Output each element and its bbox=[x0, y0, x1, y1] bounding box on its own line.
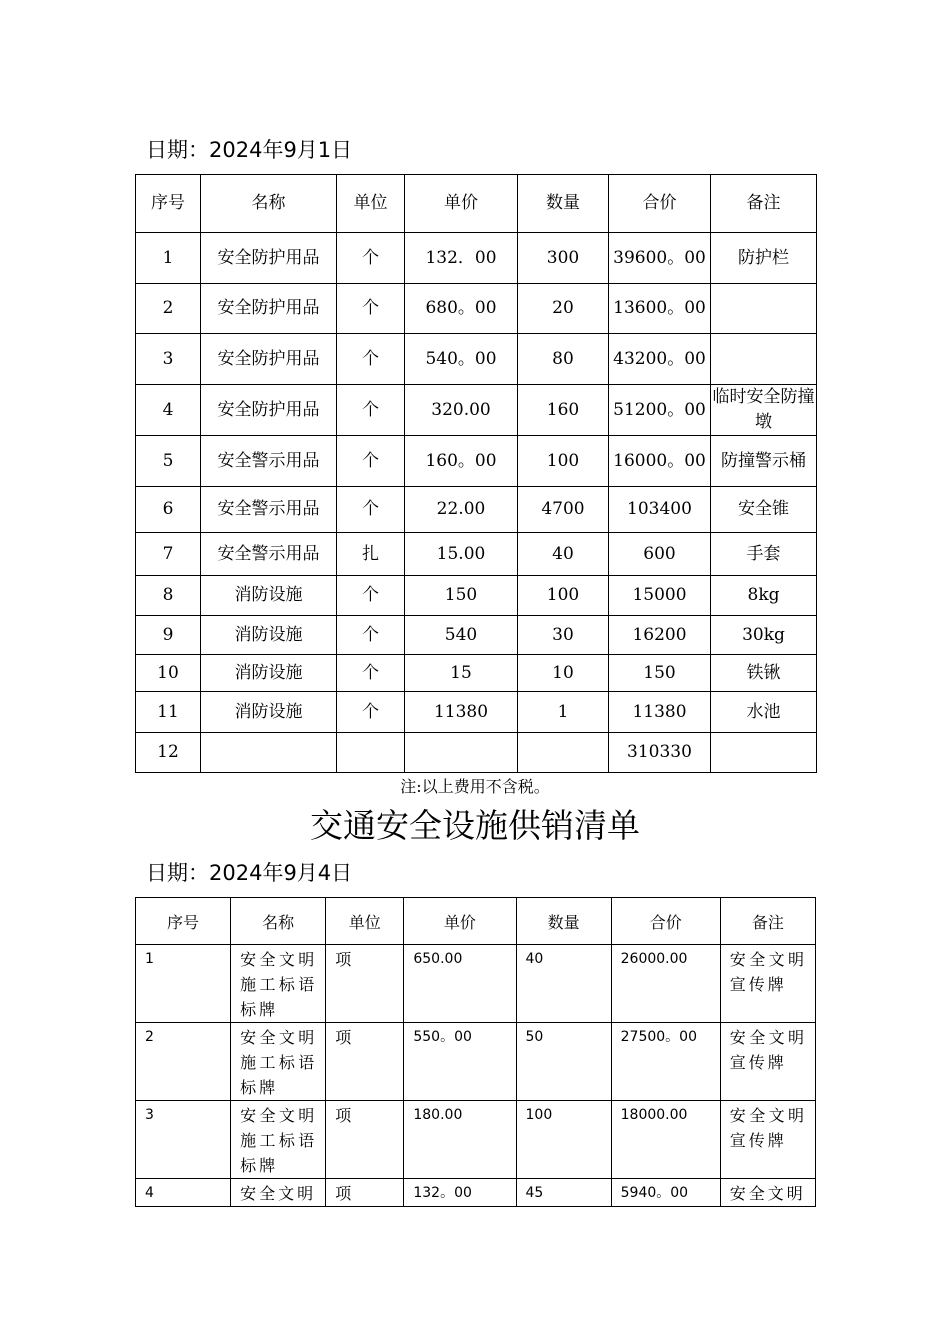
cell-unit: 个 bbox=[337, 284, 405, 334]
cell-seq: 8 bbox=[136, 576, 201, 616]
cell-unit-price: 680。00 bbox=[405, 284, 518, 334]
cell-remark: 手套 bbox=[711, 533, 817, 576]
header-seq: 序号 bbox=[136, 175, 201, 233]
cell-remark: 铁锹 bbox=[711, 655, 817, 692]
cell-seq: 2 bbox=[136, 1023, 231, 1101]
table-row bbox=[136, 733, 817, 773]
header-unit: 单位 bbox=[337, 175, 405, 233]
header-unit-price: 单价 bbox=[404, 898, 516, 945]
cell-seq: 3 bbox=[136, 334, 201, 385]
cell-seq: 1 bbox=[136, 233, 201, 284]
cell-total: 150 bbox=[609, 655, 711, 692]
cell-unit-price: 132．00 bbox=[405, 233, 518, 284]
cell-name: 安全防护用品 bbox=[201, 233, 337, 284]
cell-quantity: 45 bbox=[516, 1179, 611, 1207]
cell-unit-price: 320.00 bbox=[405, 385, 518, 436]
cell-total: 600 bbox=[609, 533, 711, 576]
header-unit: 单位 bbox=[326, 898, 404, 945]
cell-remark: 防撞警示桶 bbox=[711, 436, 817, 487]
table-row bbox=[136, 692, 817, 733]
cell-remark: 水池 bbox=[711, 692, 817, 733]
cell-quantity: 40 bbox=[518, 533, 609, 576]
table-row bbox=[136, 655, 817, 692]
cell-remark: 安全文明宣传牌 bbox=[720, 945, 815, 1023]
cell-quantity bbox=[518, 733, 609, 773]
header-total: 合价 bbox=[609, 175, 711, 233]
cell-quantity: 10 bbox=[518, 655, 609, 692]
cell-unit-price: 540。00 bbox=[405, 334, 518, 385]
header-unit-price: 单价 bbox=[405, 175, 518, 233]
cell-remark: 30kg bbox=[711, 616, 817, 655]
cell-unit: 个 bbox=[337, 385, 405, 436]
cell-name: 消防设施 bbox=[201, 576, 337, 616]
cell-seq: 3 bbox=[136, 1101, 231, 1179]
cell-quantity: 40 bbox=[516, 945, 611, 1023]
cell-unit: 个 bbox=[337, 655, 405, 692]
cell-seq: 1 bbox=[136, 945, 231, 1023]
table-row bbox=[136, 945, 816, 1023]
table-row bbox=[136, 334, 817, 385]
cell-unit: 扎 bbox=[337, 533, 405, 576]
date-line-2: 日期：2024年9月4日 bbox=[146, 861, 353, 885]
cell-unit: 个 bbox=[337, 576, 405, 616]
cell-unit: 个 bbox=[337, 334, 405, 385]
cell-remark: 安全文明宣传牌 bbox=[720, 1023, 815, 1101]
cell-total: 15000 bbox=[609, 576, 711, 616]
table-row bbox=[136, 436, 817, 487]
cell-name: 消防设施 bbox=[201, 616, 337, 655]
cell-name: 安全文明施工标语标牌 bbox=[231, 1023, 326, 1101]
header-remark: 备注 bbox=[720, 898, 815, 945]
cell-quantity: 50 bbox=[516, 1023, 611, 1101]
table-row bbox=[136, 233, 817, 284]
table-header-row bbox=[136, 898, 816, 945]
cell-remark bbox=[711, 284, 817, 334]
cell-total: 5940。00 bbox=[611, 1179, 720, 1207]
cell-remark: 临时安全防撞墩 bbox=[711, 385, 817, 436]
cell-name: 安全文明施工标语标牌 bbox=[231, 945, 326, 1023]
header-total: 合价 bbox=[611, 898, 720, 945]
cell-remark bbox=[711, 733, 817, 773]
cell-total: 310330 bbox=[609, 733, 711, 773]
cell-unit-price: 540 bbox=[405, 616, 518, 655]
cell-name: 安全防护用品 bbox=[201, 334, 337, 385]
cell-name bbox=[201, 733, 337, 773]
document-title: 交通安全设施供销清单 bbox=[310, 806, 640, 845]
cell-remark: 安全锥 bbox=[711, 487, 817, 533]
cell-quantity: 100 bbox=[518, 436, 609, 487]
header-seq: 序号 bbox=[136, 898, 231, 945]
cell-remark: 安全文明宣传牌 bbox=[720, 1101, 815, 1179]
table-row bbox=[136, 487, 817, 533]
cell-unit-price: 22.00 bbox=[405, 487, 518, 533]
cell-unit-price: 160。00 bbox=[405, 436, 518, 487]
cell-seq: 10 bbox=[136, 655, 201, 692]
table-row bbox=[136, 576, 817, 616]
cell-remark: 安全文明 bbox=[720, 1179, 815, 1207]
cell-quantity: 160 bbox=[518, 385, 609, 436]
cell-quantity: 1 bbox=[518, 692, 609, 733]
tax-note: 注:以上费用不含税。 bbox=[400, 777, 550, 796]
cell-unit bbox=[337, 733, 405, 773]
cell-name: 安全文明施工标语标牌 bbox=[231, 1101, 326, 1179]
header-name: 名称 bbox=[201, 175, 337, 233]
cell-remark: 防护栏 bbox=[711, 233, 817, 284]
cell-total: 11380 bbox=[609, 692, 711, 733]
cell-unit: 个 bbox=[337, 616, 405, 655]
table-header-row bbox=[136, 175, 817, 233]
header-quantity: 数量 bbox=[518, 175, 609, 233]
cell-name: 安全防护用品 bbox=[201, 385, 337, 436]
date-line-1: 日期：2024年9月1日 bbox=[146, 138, 353, 162]
cell-unit-price: 15.00 bbox=[405, 533, 518, 576]
cell-total: 43200。00 bbox=[609, 334, 711, 385]
supply-table-1 bbox=[135, 174, 817, 773]
header-remark: 备注 bbox=[711, 175, 817, 233]
cell-seq: 11 bbox=[136, 692, 201, 733]
table-row bbox=[136, 1101, 816, 1179]
cell-total: 51200。00 bbox=[609, 385, 711, 436]
cell-unit-price bbox=[405, 733, 518, 773]
cell-seq: 9 bbox=[136, 616, 201, 655]
cell-unit: 项 bbox=[326, 1023, 404, 1101]
cell-seq: 5 bbox=[136, 436, 201, 487]
header-name: 名称 bbox=[231, 898, 326, 945]
cell-unit: 个 bbox=[337, 233, 405, 284]
table-row bbox=[136, 284, 817, 334]
cell-total: 103400 bbox=[609, 487, 711, 533]
table-row bbox=[136, 1023, 816, 1101]
cell-seq: 2 bbox=[136, 284, 201, 334]
cell-total: 27500。00 bbox=[611, 1023, 720, 1101]
table-row bbox=[136, 533, 817, 576]
cell-seq: 7 bbox=[136, 533, 201, 576]
cell-unit: 项 bbox=[326, 1101, 404, 1179]
cell-name: 消防设施 bbox=[201, 692, 337, 733]
cell-unit-price: 550。00 bbox=[404, 1023, 516, 1101]
cell-name: 安全文明 bbox=[231, 1179, 326, 1207]
cell-total: 18000.00 bbox=[611, 1101, 720, 1179]
cell-total: 39600。00 bbox=[609, 233, 711, 284]
cell-unit-price: 180.00 bbox=[404, 1101, 516, 1179]
header-quantity: 数量 bbox=[516, 898, 611, 945]
cell-unit: 个 bbox=[337, 487, 405, 533]
cell-total: 13600。00 bbox=[609, 284, 711, 334]
cell-total: 16200 bbox=[609, 616, 711, 655]
cell-unit: 项 bbox=[326, 1179, 404, 1207]
supply-table-2 bbox=[135, 897, 816, 1207]
cell-unit-price: 15 bbox=[405, 655, 518, 692]
table-row bbox=[136, 1179, 816, 1207]
cell-seq: 6 bbox=[136, 487, 201, 533]
cell-remark bbox=[711, 334, 817, 385]
cell-seq: 4 bbox=[136, 385, 201, 436]
cell-unit: 个 bbox=[337, 436, 405, 487]
cell-name: 安全警示用品 bbox=[201, 487, 337, 533]
cell-quantity: 30 bbox=[518, 616, 609, 655]
cell-name: 安全警示用品 bbox=[201, 436, 337, 487]
table-row bbox=[136, 616, 817, 655]
cell-quantity: 100 bbox=[518, 576, 609, 616]
cell-name: 消防设施 bbox=[201, 655, 337, 692]
cell-name: 安全防护用品 bbox=[201, 284, 337, 334]
cell-quantity: 80 bbox=[518, 334, 609, 385]
cell-unit-price: 11380 bbox=[405, 692, 518, 733]
cell-unit: 个 bbox=[337, 692, 405, 733]
cell-quantity: 20 bbox=[518, 284, 609, 334]
cell-quantity: 4700 bbox=[518, 487, 609, 533]
cell-unit-price: 150 bbox=[405, 576, 518, 616]
cell-remark: 8kg bbox=[711, 576, 817, 616]
cell-name: 安全警示用品 bbox=[201, 533, 337, 576]
cell-unit: 项 bbox=[326, 945, 404, 1023]
cell-quantity: 100 bbox=[516, 1101, 611, 1179]
cell-quantity: 300 bbox=[518, 233, 609, 284]
cell-seq: 12 bbox=[136, 733, 201, 773]
table-row bbox=[136, 385, 817, 436]
cell-unit-price: 132。00 bbox=[404, 1179, 516, 1207]
cell-seq: 4 bbox=[136, 1179, 231, 1207]
cell-total: 16000。00 bbox=[609, 436, 711, 487]
cell-unit-price: 650.00 bbox=[404, 945, 516, 1023]
cell-total: 26000.00 bbox=[611, 945, 720, 1023]
